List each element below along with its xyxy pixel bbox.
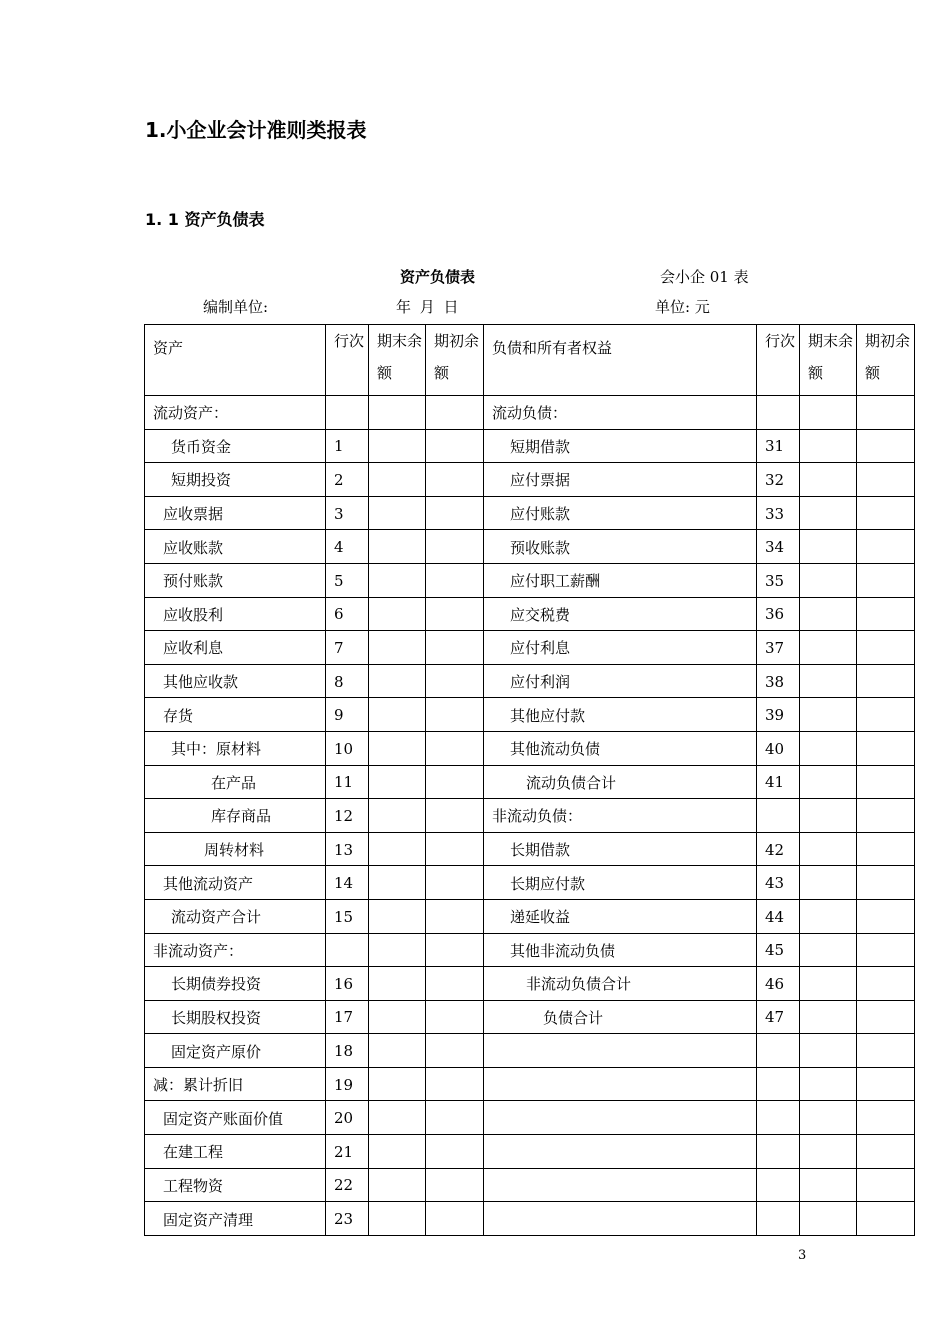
asset-line-no: 18 (326, 1034, 369, 1068)
liability-begin-balance (857, 1000, 915, 1034)
liability-line-no (757, 1034, 800, 1068)
liability-begin-balance (857, 1067, 915, 1101)
liability-begin-balance (857, 597, 915, 631)
table-row (145, 1168, 915, 1202)
section-heading: 1. 1 资产负债表 (145, 210, 265, 229)
table-row (145, 1034, 915, 1068)
asset-end-balance (369, 631, 426, 665)
asset-item: 应收票据 (145, 496, 326, 530)
asset-begin-balance (426, 899, 484, 933)
asset-line-no: 6 (326, 597, 369, 631)
liability-item: 其他应付款 (484, 698, 757, 732)
liability-item: 其他流动负债 (484, 731, 757, 765)
asset-line-no: 10 (326, 731, 369, 765)
asset-begin-balance (426, 1135, 484, 1169)
liability-end-balance (800, 1168, 857, 1202)
liability-item: 应付账款 (484, 496, 757, 530)
asset-begin-balance (426, 1101, 484, 1135)
asset-item: 固定资产原价 (145, 1034, 326, 1068)
liability-begin-balance (857, 1034, 915, 1068)
liability-item: 预收账款 (484, 530, 757, 564)
asset-item: 在建工程 (145, 1135, 326, 1169)
liability-item (484, 1202, 757, 1236)
table-row (145, 597, 915, 631)
header-line-no-right: 行次 (757, 325, 800, 396)
asset-end-balance (369, 463, 426, 497)
asset-end-balance (369, 396, 426, 430)
asset-begin-balance (426, 530, 484, 564)
asset-item: 其他应收款 (145, 664, 326, 698)
asset-begin-balance (426, 631, 484, 665)
liability-item: 应付利息 (484, 631, 757, 665)
asset-end-balance (369, 1135, 426, 1169)
asset-end-balance (369, 597, 426, 631)
liability-end-balance (800, 967, 857, 1001)
liability-line-no: 31 (757, 429, 800, 463)
liability-begin-balance (857, 664, 915, 698)
liability-item: 长期应付款 (484, 866, 757, 900)
liability-end-balance (800, 765, 857, 799)
table-row (145, 933, 915, 967)
asset-end-balance (369, 496, 426, 530)
asset-item: 短期投资 (145, 463, 326, 497)
asset-end-balance (369, 530, 426, 564)
liability-begin-balance (857, 731, 915, 765)
liability-line-no (757, 799, 800, 833)
asset-end-balance (369, 967, 426, 1001)
liability-end-balance (800, 866, 857, 900)
liability-line-no: 36 (757, 597, 800, 631)
asset-item: 流动资产合计 (145, 899, 326, 933)
liability-end-balance (800, 496, 857, 530)
liability-item: 负债合计 (484, 1000, 757, 1034)
asset-begin-balance (426, 1034, 484, 1068)
liability-begin-balance (857, 631, 915, 665)
asset-end-balance (369, 563, 426, 597)
liability-begin-balance (857, 563, 915, 597)
asset-line-no: 21 (326, 1135, 369, 1169)
liability-end-balance (800, 799, 857, 833)
asset-line-no: 8 (326, 664, 369, 698)
liability-begin-balance (857, 1135, 915, 1169)
liability-end-balance (800, 396, 857, 430)
asset-begin-balance (426, 1067, 484, 1101)
asset-begin-balance (426, 1000, 484, 1034)
asset-line-no: 15 (326, 899, 369, 933)
asset-line-no: 23 (326, 1202, 369, 1236)
asset-end-balance (369, 866, 426, 900)
form-code: 会小企 01 表 (660, 268, 749, 286)
liability-begin-balance (857, 463, 915, 497)
liability-item: 应付职工薪酬 (484, 563, 757, 597)
liability-begin-balance (857, 1101, 915, 1135)
table-row (145, 396, 915, 430)
liability-begin-balance (857, 799, 915, 833)
asset-begin-balance (426, 698, 484, 732)
table-row (145, 1067, 915, 1101)
table-row (145, 631, 915, 665)
asset-line-no: 14 (326, 866, 369, 900)
liability-line-no: 43 (757, 866, 800, 900)
liability-line-no (757, 1101, 800, 1135)
asset-line-no: 20 (326, 1101, 369, 1135)
asset-begin-balance (426, 832, 484, 866)
liability-end-balance (800, 731, 857, 765)
liability-end-balance (800, 1202, 857, 1236)
liability-line-no: 42 (757, 832, 800, 866)
asset-item: 货币资金 (145, 429, 326, 463)
asset-end-balance (369, 933, 426, 967)
asset-item: 周转材料 (145, 832, 326, 866)
asset-line-no: 5 (326, 563, 369, 597)
liability-line-no: 39 (757, 698, 800, 732)
asset-begin-balance (426, 496, 484, 530)
table-row (145, 765, 915, 799)
asset-end-balance (369, 832, 426, 866)
liability-item (484, 1168, 757, 1202)
liability-begin-balance (857, 396, 915, 430)
liability-end-balance (800, 530, 857, 564)
asset-begin-balance (426, 866, 484, 900)
liability-end-balance (800, 597, 857, 631)
table-row (145, 1101, 915, 1135)
asset-end-balance (369, 899, 426, 933)
liability-end-balance (800, 1034, 857, 1068)
asset-line-no (326, 396, 369, 430)
asset-begin-balance (426, 429, 484, 463)
table-row (145, 563, 915, 597)
table-row (145, 664, 915, 698)
balance-sheet-table (144, 324, 915, 1236)
asset-line-no: 12 (326, 799, 369, 833)
header-end-balance: 期末余额 (369, 325, 426, 396)
table-row (145, 967, 915, 1001)
liability-line-no: 38 (757, 664, 800, 698)
liability-line-no: 33 (757, 496, 800, 530)
header-begin-balance-right: 期初余额 (857, 325, 915, 396)
header-begin-balance: 期初余额 (426, 325, 484, 396)
asset-line-no: 7 (326, 631, 369, 665)
asset-line-no: 22 (326, 1168, 369, 1202)
table-row (145, 1135, 915, 1169)
liability-end-balance (800, 933, 857, 967)
asset-item: 预付账款 (145, 563, 326, 597)
liability-end-balance (800, 1000, 857, 1034)
asset-end-balance (369, 1202, 426, 1236)
asset-line-no (326, 933, 369, 967)
asset-item: 在产品 (145, 765, 326, 799)
asset-item: 长期债券投资 (145, 967, 326, 1001)
liability-line-no: 34 (757, 530, 800, 564)
liability-end-balance (800, 899, 857, 933)
liability-end-balance (800, 631, 857, 665)
asset-end-balance (369, 799, 426, 833)
currency-unit-label: 单位: 元 (655, 298, 710, 316)
liability-line-no (757, 396, 800, 430)
liability-begin-balance (857, 1168, 915, 1202)
table-row (145, 429, 915, 463)
liability-line-no (757, 1202, 800, 1236)
liability-line-no: 32 (757, 463, 800, 497)
table-row (145, 731, 915, 765)
asset-item: 工程物资 (145, 1168, 326, 1202)
header-line-no: 行次 (326, 325, 369, 396)
liability-end-balance (800, 832, 857, 866)
table-body (145, 396, 915, 1236)
liability-end-balance (800, 664, 857, 698)
report-title: 资产负债表 (400, 268, 476, 286)
liability-line-no: 40 (757, 731, 800, 765)
liability-line-no: 45 (757, 933, 800, 967)
liability-item (484, 1034, 757, 1068)
liability-line-no (757, 1135, 800, 1169)
asset-begin-balance (426, 396, 484, 430)
liability-item: 流动负债： (484, 396, 757, 430)
asset-end-balance (369, 698, 426, 732)
asset-line-no: 19 (326, 1067, 369, 1101)
header-liabilities: 负债和所有者权益 (484, 325, 757, 396)
liability-line-no: 37 (757, 631, 800, 665)
table-row (145, 799, 915, 833)
liability-item: 应付利润 (484, 664, 757, 698)
asset-item: 其中：原材料 (145, 731, 326, 765)
asset-line-no: 17 (326, 1000, 369, 1034)
liability-line-no: 41 (757, 765, 800, 799)
liability-begin-balance (857, 832, 915, 866)
liability-item: 长期借款 (484, 832, 757, 866)
asset-begin-balance (426, 933, 484, 967)
asset-item: 其他流动资产 (145, 866, 326, 900)
asset-item: 库存商品 (145, 799, 326, 833)
asset-item: 固定资产账面价值 (145, 1101, 326, 1135)
asset-item: 固定资产清理 (145, 1202, 326, 1236)
liability-line-no (757, 1168, 800, 1202)
liability-begin-balance (857, 1202, 915, 1236)
header-assets: 资产 (145, 325, 326, 396)
liability-line-no: 35 (757, 563, 800, 597)
asset-end-balance (369, 765, 426, 799)
asset-item: 应收利息 (145, 631, 326, 665)
liability-item: 短期借款 (484, 429, 757, 463)
liability-end-balance (800, 563, 857, 597)
asset-begin-balance (426, 664, 484, 698)
asset-item: 非流动资产： (145, 933, 326, 967)
table-row (145, 1000, 915, 1034)
header-end-balance-right: 期末余额 (800, 325, 857, 396)
liability-begin-balance (857, 899, 915, 933)
asset-line-no: 4 (326, 530, 369, 564)
table-row (145, 530, 915, 564)
asset-line-no: 13 (326, 832, 369, 866)
asset-end-balance (369, 1101, 426, 1135)
liability-end-balance (800, 1101, 857, 1135)
asset-begin-balance (426, 463, 484, 497)
chapter-heading: 1.小企业会计准则类报表 (145, 118, 367, 142)
asset-end-balance (369, 1168, 426, 1202)
liability-item: 流动负债合计 (484, 765, 757, 799)
asset-begin-balance (426, 731, 484, 765)
asset-end-balance (369, 664, 426, 698)
asset-item: 存货 (145, 698, 326, 732)
asset-begin-balance (426, 563, 484, 597)
asset-begin-balance (426, 765, 484, 799)
liability-begin-balance (857, 765, 915, 799)
asset-line-no: 3 (326, 496, 369, 530)
asset-end-balance (369, 429, 426, 463)
liability-begin-balance (857, 530, 915, 564)
table-header-row (145, 325, 915, 396)
asset-end-balance (369, 731, 426, 765)
table-row (145, 698, 915, 732)
asset-line-no: 2 (326, 463, 369, 497)
liability-item (484, 1101, 757, 1135)
liability-item: 非流动负债合计 (484, 967, 757, 1001)
liability-end-balance (800, 463, 857, 497)
liability-item: 递延收益 (484, 899, 757, 933)
asset-end-balance (369, 1000, 426, 1034)
asset-begin-balance (426, 799, 484, 833)
table-row (145, 899, 915, 933)
asset-item: 应收股利 (145, 597, 326, 631)
asset-end-balance (369, 1067, 426, 1101)
asset-item: 流动资产： (145, 396, 326, 430)
asset-line-no: 16 (326, 967, 369, 1001)
liability-item: 应交税费 (484, 597, 757, 631)
liability-item: 应付票据 (484, 463, 757, 497)
liability-begin-balance (857, 933, 915, 967)
table-row (145, 1202, 915, 1236)
table-row (145, 496, 915, 530)
asset-item: 应收账款 (145, 530, 326, 564)
table-row (145, 866, 915, 900)
liability-item (484, 1067, 757, 1101)
asset-line-no: 1 (326, 429, 369, 463)
asset-begin-balance (426, 1168, 484, 1202)
liability-line-no: 44 (757, 899, 800, 933)
liability-begin-balance (857, 429, 915, 463)
asset-item: 减：累计折旧 (145, 1067, 326, 1101)
asset-line-no: 11 (326, 765, 369, 799)
liability-begin-balance (857, 698, 915, 732)
liability-begin-balance (857, 866, 915, 900)
liability-end-balance (800, 429, 857, 463)
liability-end-balance (800, 1067, 857, 1101)
page-number: 3 (798, 1248, 807, 1263)
table-row (145, 832, 915, 866)
asset-end-balance (369, 1034, 426, 1068)
liability-begin-balance (857, 496, 915, 530)
liability-begin-balance (857, 967, 915, 1001)
liability-end-balance (800, 1135, 857, 1169)
asset-line-no: 9 (326, 698, 369, 732)
prepared-by-label: 编制单位: (203, 298, 269, 316)
asset-begin-balance (426, 967, 484, 1001)
asset-item: 长期股权投资 (145, 1000, 326, 1034)
liability-line-no: 46 (757, 967, 800, 1001)
liability-item (484, 1135, 757, 1169)
table-row (145, 463, 915, 497)
liability-end-balance (800, 698, 857, 732)
liability-line-no (757, 1067, 800, 1101)
asset-begin-balance (426, 1202, 484, 1236)
liability-item: 其他非流动负债 (484, 933, 757, 967)
liability-item: 非流动负债： (484, 799, 757, 833)
report-date-label: 年 月 日 (396, 298, 459, 316)
asset-begin-balance (426, 597, 484, 631)
liability-line-no: 47 (757, 1000, 800, 1034)
